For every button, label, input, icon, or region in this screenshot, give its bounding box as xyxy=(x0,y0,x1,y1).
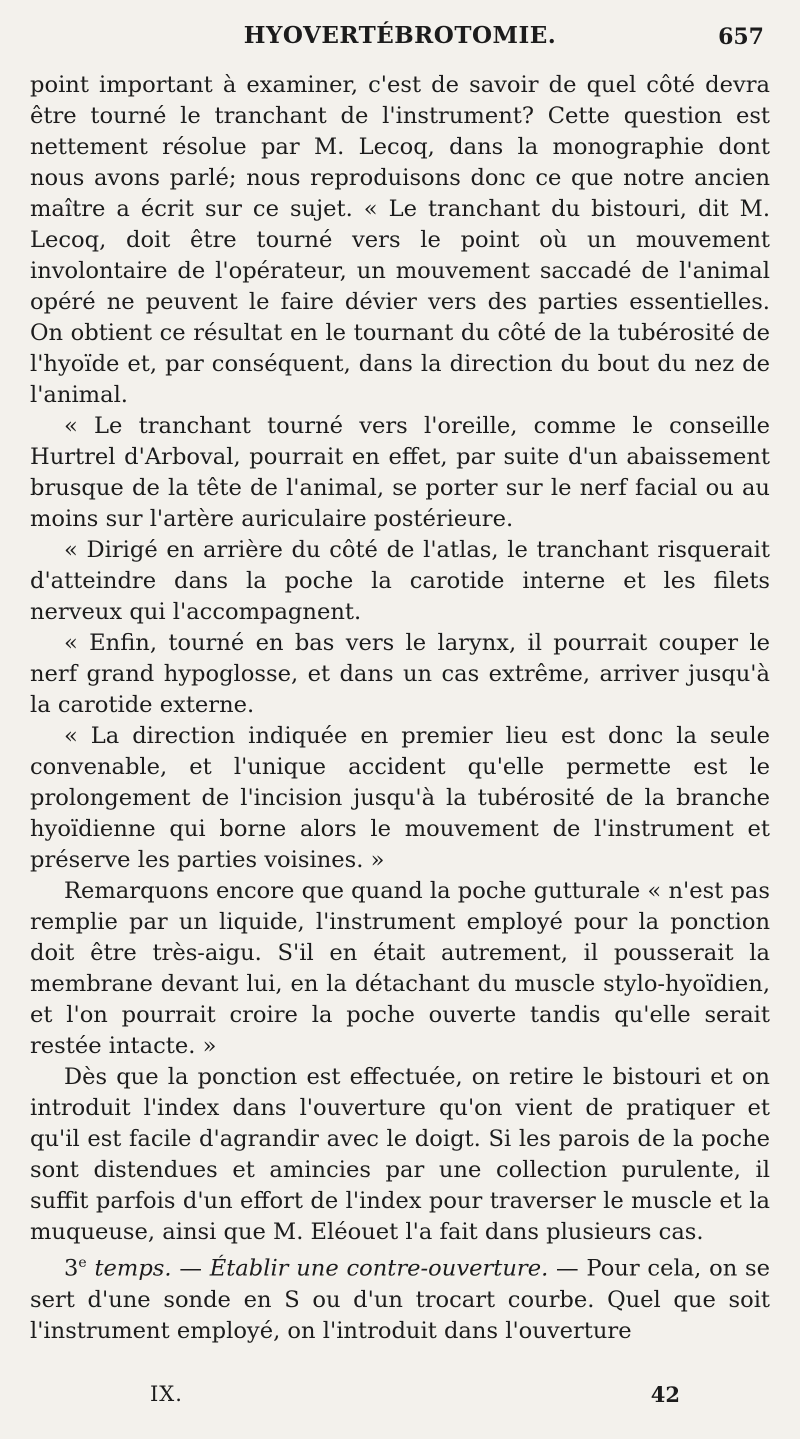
paragraph-third-step xyxy=(30,1248,770,1347)
signature-mark: IX. xyxy=(150,1382,183,1406)
page-footer xyxy=(150,1382,680,1412)
paragraph-quote-atlas: « Dirigé en arrière du côté de l'atlas, le tranchant risquerait d'atteindre dans la poche la carotide interne et les filets nerveux qui l'accompagnent. xyxy=(30,537,770,625)
step-dash: — xyxy=(171,1255,210,1282)
page-number: 657 xyxy=(718,24,764,50)
sheet-number: 42 xyxy=(650,1382,680,1407)
paragraph-quote-larynx: « Enfin, tourné en bas vers le larynx, il pourrait couper le nerf grand hypoglosse, et dans un cas extrême, arriver jusqu'à la carotide externe. xyxy=(30,630,770,718)
running-title: HYOVERTÉBROTOMIE. xyxy=(243,22,557,49)
paragraph-puncture: Dès que la ponction est effectuée, on retire le bistouri et on introduit l'index dans l'ouverture qu'on vient de pratiquer et qu'il est facile d'agrandir avec le doigt. Si les parois de la poche sont distendues et amincies par une collection purulente, il suffit parfois d'un effort de l'index pour traverser le muscle et la muqueuse, ainsi que M. Eléouet l'a fait dans plusieurs cas. xyxy=(30,1064,770,1245)
paragraph-continued: point important à examiner, c'est de savoir de quel côté devra être tourné le tranchant de l'instrument? Cette question est nettement résolue par M. Lecoq, dans la monographie dont nous avons parlé; nous reproduisons donc ce que notre ancien maître a écrit sur ce sujet. « Le tranchant du bistouri, dit M. Lecoq, doit être tourné vers le point où un mouvement involontaire de l'opérateur, un mouvement saccadé de l'animal opéré ne peuvent le faire dévier vers des parties essentielles. On obtient ce résultat en le tournant du côté de la tubérosité de l'hyoïde et, par conséquent, dans la direction du bout du nez de l'animal. xyxy=(30,72,770,408)
paragraph-quote-direction: « La direction indiquée en premier lieu est donc la seule convenable, et l'unique accident qu'elle permette est le prolongement de l'incision jusqu'à la tubérosité de la branche hyoïdienne qui borne alors le mouvement de l'instrument et préserve les parties voisines. » xyxy=(30,723,770,873)
step-number: 3 xyxy=(64,1255,79,1282)
paragraph-remark: Remarquons encore que quand la poche gutturale « n'est pas remplie par un liquide, l'instrument employé pour la ponction doit être très-aigu. S'il en était autrement, il pousserait la membrane devant lui, en la détachant du muscle stylo-hyoïdien, et l'on pourrait croire la poche ouverte tandis qu'elle serait restée intacte. » xyxy=(30,878,770,1059)
paragraph-quote-ear: « Le tranchant tourné vers l'oreille, comme le conseille Hurtrel d'Arboval, pourrait en effet, par suite d'un abaissement brusque de la tête de l'animal, se porter sur le nerf facial ou au moins sur l'artère auriculaire postérieure. xyxy=(30,413,770,532)
running-header xyxy=(30,22,770,56)
step-title: Établir une contre-ouverture. xyxy=(209,1255,549,1282)
step-word: temps. xyxy=(94,1255,172,1282)
step-suffix: e xyxy=(78,1255,87,1271)
body-text xyxy=(30,70,770,1347)
step-text: — Pour cela, on se sert d'une sonde en S ou d'un trocart courbe. Quel que soit l'instrument employé, on l'introduit dans l'ouverture xyxy=(30,1255,770,1344)
